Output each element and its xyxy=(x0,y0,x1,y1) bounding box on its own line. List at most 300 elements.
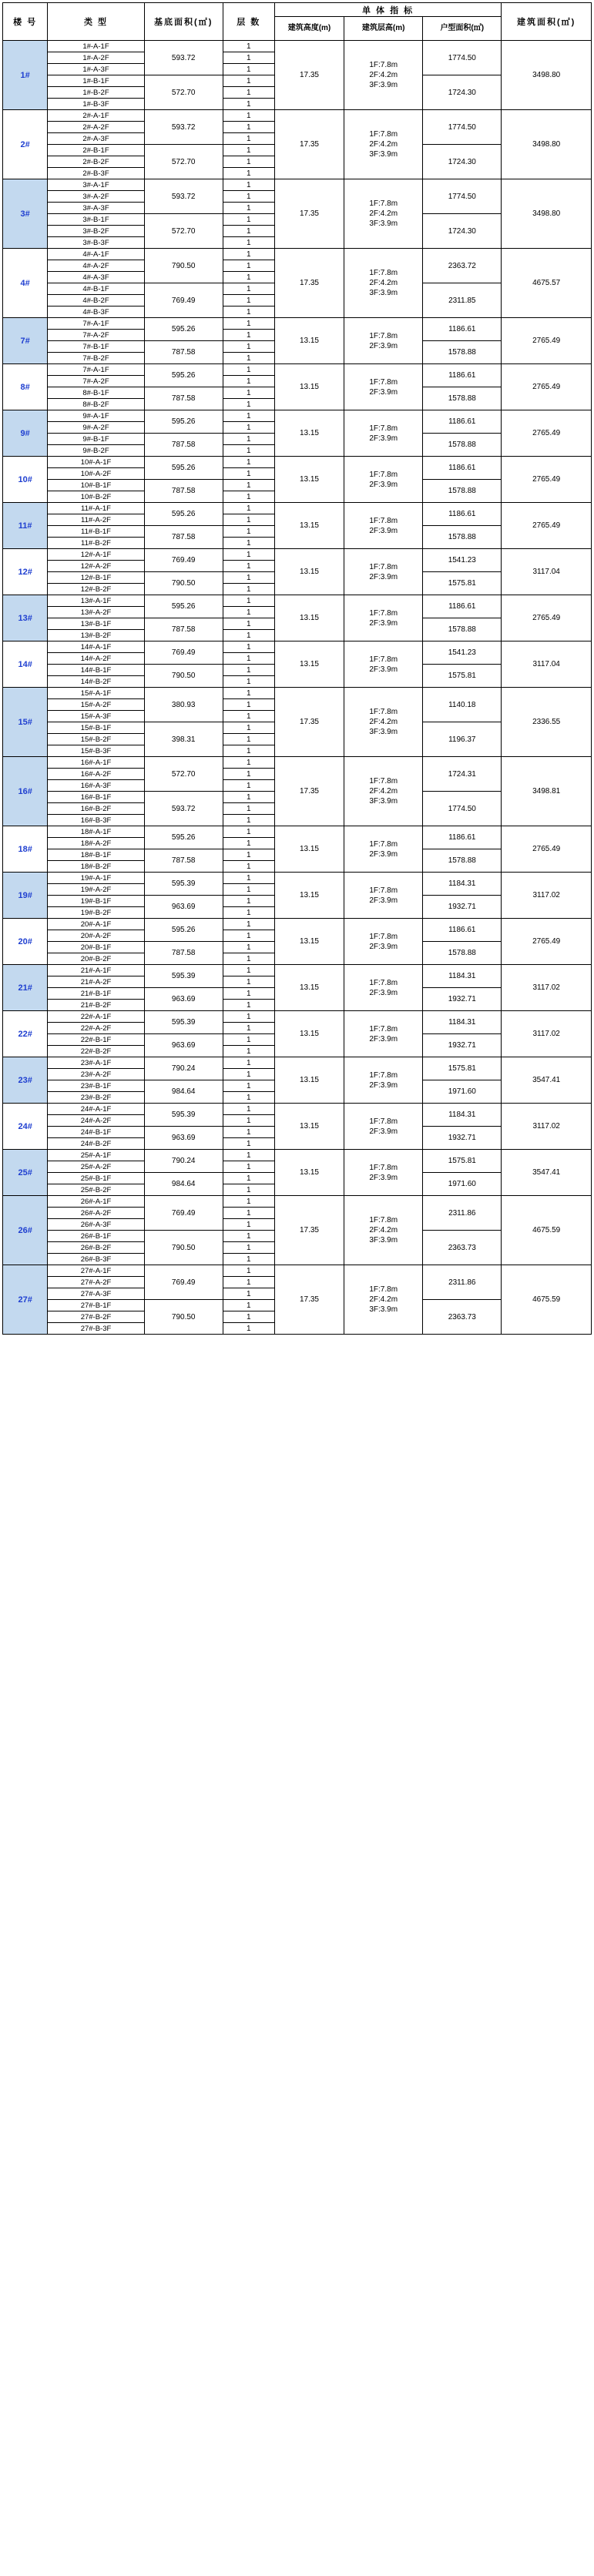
total-area-cell: 4675.59 xyxy=(502,1265,592,1335)
building-no-cell: 4# xyxy=(3,249,48,318)
base-area-cell: 572.70 xyxy=(144,214,223,249)
unit-area-cell: 1578.88 xyxy=(423,526,502,549)
layers-cell: 1 xyxy=(223,52,274,64)
unit-area-cell: 1932.71 xyxy=(423,988,502,1011)
unit-area-cell: 2311.86 xyxy=(423,1265,502,1300)
base-area-cell: 984.64 xyxy=(144,1173,223,1196)
unit-area-cell: 1774.50 xyxy=(423,110,502,145)
building-type-cell: 2#-A-2F xyxy=(48,122,144,133)
base-area-cell: 963.69 xyxy=(144,1127,223,1150)
layers-cell: 1 xyxy=(223,572,274,584)
building-type-cell: 20#-A-2F xyxy=(48,930,144,942)
total-area-cell: 3117.02 xyxy=(502,965,592,1011)
header-building-height: 建筑高度(m) xyxy=(274,17,344,41)
layers-cell: 1 xyxy=(223,75,274,87)
layers-cell: 1 xyxy=(223,145,274,156)
layers-cell: 1 xyxy=(223,341,274,353)
base-area-cell: 595.26 xyxy=(144,364,223,387)
base-area-cell: 595.39 xyxy=(144,1011,223,1034)
unit-area-cell: 1196.37 xyxy=(423,722,502,757)
layers-cell: 1 xyxy=(223,1196,274,1208)
layers-cell: 1 xyxy=(223,1265,274,1277)
base-area-cell: 380.93 xyxy=(144,688,223,722)
building-type-cell: 16#-B-3F xyxy=(48,815,144,826)
layers-cell: 1 xyxy=(223,561,274,572)
building-no-cell: 1# xyxy=(3,41,48,110)
building-no-cell: 11# xyxy=(3,503,48,549)
layers-cell: 1 xyxy=(223,757,274,769)
unit-area-cell: 1186.61 xyxy=(423,826,502,849)
building-type-cell: 1#-A-1F xyxy=(48,41,144,52)
layers-cell: 1 xyxy=(223,1219,274,1231)
base-area-cell: 572.70 xyxy=(144,145,223,179)
building-height-cell: 13.15 xyxy=(274,641,344,688)
building-type-cell: 21#-B-1F xyxy=(48,988,144,1000)
storey-height-cell: 1F:7.8m 2F:3.9m xyxy=(344,919,423,965)
building-type-cell: 25#-A-2F xyxy=(48,1161,144,1173)
layers-cell: 1 xyxy=(223,1000,274,1011)
layers-cell: 1 xyxy=(223,930,274,942)
layers-cell: 1 xyxy=(223,1034,274,1046)
storey-height-cell: 1F:7.8m 2F:4.2m 3F:3.9m xyxy=(344,179,423,249)
total-area-cell: 3498.80 xyxy=(502,179,592,249)
unit-area-cell: 1971.60 xyxy=(423,1173,502,1196)
building-type-cell: 3#-B-3F xyxy=(48,237,144,249)
building-no-cell: 18# xyxy=(3,826,48,873)
building-type-cell: 27#-A-3F xyxy=(48,1288,144,1300)
table-row xyxy=(3,757,592,769)
unit-area-cell: 2363.72 xyxy=(423,249,502,283)
building-type-cell: 13#-B-1F xyxy=(48,618,144,630)
unit-area-cell: 1186.61 xyxy=(423,364,502,387)
storey-height-cell: 1F:7.8m 2F:3.9m xyxy=(344,595,423,641)
building-type-cell: 18#-A-1F xyxy=(48,826,144,838)
building-type-cell: 2#-B-3F xyxy=(48,168,144,179)
building-type-cell: 23#-B-1F xyxy=(48,1080,144,1092)
table-row xyxy=(3,457,592,468)
layers-cell: 1 xyxy=(223,1150,274,1161)
table-row xyxy=(3,249,592,260)
storey-height-cell: 1F:7.8m 2F:4.2m 3F:3.9m xyxy=(344,1196,423,1265)
building-type-cell: 18#-A-2F xyxy=(48,838,144,849)
building-type-cell: 2#-B-1F xyxy=(48,145,144,156)
total-area-cell: 2765.49 xyxy=(502,410,592,457)
building-type-cell: 16#-B-2F xyxy=(48,803,144,815)
building-no-cell: 14# xyxy=(3,641,48,688)
layers-cell: 1 xyxy=(223,307,274,318)
building-no-cell: 2# xyxy=(3,110,48,179)
base-area-cell: 790.24 xyxy=(144,1150,223,1173)
building-type-cell: 16#-A-1F xyxy=(48,757,144,769)
building-type-cell: 26#-A-1F xyxy=(48,1196,144,1208)
layers-cell: 1 xyxy=(223,364,274,376)
building-no-cell: 25# xyxy=(3,1150,48,1196)
layers-cell: 1 xyxy=(223,226,274,237)
building-height-cell: 17.35 xyxy=(274,110,344,179)
building-no-cell: 7# xyxy=(3,318,48,364)
layers-cell: 1 xyxy=(223,1288,274,1300)
base-area-cell: 595.26 xyxy=(144,457,223,480)
layers-cell: 1 xyxy=(223,549,274,561)
unit-area-cell: 1724.31 xyxy=(423,757,502,792)
layers-cell: 1 xyxy=(223,595,274,607)
building-no-cell: 10# xyxy=(3,457,48,503)
base-area-cell: 593.72 xyxy=(144,41,223,75)
table-row xyxy=(3,1011,592,1023)
base-area-cell: 787.58 xyxy=(144,849,223,873)
building-type-cell: 15#-B-2F xyxy=(48,734,144,745)
building-type-cell: 1#-B-3F xyxy=(48,99,144,110)
layers-cell: 1 xyxy=(223,665,274,676)
layers-cell: 1 xyxy=(223,584,274,595)
base-area-cell: 787.58 xyxy=(144,480,223,503)
building-type-cell: 3#-B-2F xyxy=(48,226,144,237)
layers-cell: 1 xyxy=(223,780,274,792)
layers-cell: 1 xyxy=(223,988,274,1000)
building-type-cell: 13#-B-2F xyxy=(48,630,144,641)
layers-cell: 1 xyxy=(223,1057,274,1069)
base-area-cell: 790.50 xyxy=(144,1300,223,1335)
building-type-cell: 24#-A-1F xyxy=(48,1104,144,1115)
building-type-cell: 12#-A-2F xyxy=(48,561,144,572)
layers-cell: 1 xyxy=(223,849,274,861)
layers-cell: 1 xyxy=(223,179,274,191)
layers-cell: 1 xyxy=(223,618,274,630)
building-no-cell: 15# xyxy=(3,688,48,757)
layers-cell: 1 xyxy=(223,168,274,179)
single-building-index-table-page xyxy=(0,2,594,1335)
building-no-cell: 23# xyxy=(3,1057,48,1104)
building-type-cell: 4#-A-3F xyxy=(48,272,144,283)
layers-cell: 1 xyxy=(223,734,274,745)
layers-cell: 1 xyxy=(223,1254,274,1265)
total-area-cell: 2765.49 xyxy=(502,364,592,410)
unit-area-cell: 2311.86 xyxy=(423,1196,502,1231)
layers-cell: 1 xyxy=(223,884,274,896)
layers-cell: 1 xyxy=(223,410,274,422)
layers-cell: 1 xyxy=(223,1300,274,1311)
storey-height-cell: 1F:7.8m 2F:4.2m 3F:3.9m xyxy=(344,110,423,179)
base-area-cell: 963.69 xyxy=(144,1034,223,1057)
building-type-cell: 15#-A-2F xyxy=(48,699,144,711)
unit-area-cell: 1575.81 xyxy=(423,1150,502,1173)
building-type-cell: 27#-A-2F xyxy=(48,1277,144,1288)
building-type-cell: 22#-A-1F xyxy=(48,1011,144,1023)
total-area-cell: 3117.02 xyxy=(502,873,592,919)
base-area-cell: 769.49 xyxy=(144,641,223,665)
building-height-cell: 17.35 xyxy=(274,1196,344,1265)
building-type-cell: 20#-B-2F xyxy=(48,953,144,965)
building-no-cell: 22# xyxy=(3,1011,48,1057)
building-height-cell: 13.15 xyxy=(274,1104,344,1150)
unit-area-cell: 1186.61 xyxy=(423,919,502,942)
building-type-cell: 1#-A-2F xyxy=(48,52,144,64)
building-type-cell: 24#-B-1F xyxy=(48,1127,144,1138)
building-type-cell: 23#-A-1F xyxy=(48,1057,144,1069)
table-row xyxy=(3,110,592,122)
building-height-cell: 13.15 xyxy=(274,826,344,873)
building-type-cell: 7#-A-2F xyxy=(48,330,144,341)
layers-cell: 1 xyxy=(223,965,274,976)
building-type-cell: 20#-A-1F xyxy=(48,919,144,930)
building-type-cell: 25#-B-2F xyxy=(48,1184,144,1196)
building-no-cell: 19# xyxy=(3,873,48,919)
building-height-cell: 13.15 xyxy=(274,965,344,1011)
base-area-cell: 963.69 xyxy=(144,896,223,919)
unit-area-cell: 1184.31 xyxy=(423,965,502,988)
total-area-cell: 2765.49 xyxy=(502,826,592,873)
layers-cell: 1 xyxy=(223,133,274,145)
base-area-cell: 787.58 xyxy=(144,341,223,364)
base-area-cell: 787.58 xyxy=(144,526,223,549)
table-row xyxy=(3,1104,592,1115)
building-type-cell: 10#-A-2F xyxy=(48,468,144,480)
header-total-area: 建筑面积(㎡) xyxy=(502,3,592,41)
layers-cell: 1 xyxy=(223,237,274,249)
layers-cell: 1 xyxy=(223,641,274,653)
layers-cell: 1 xyxy=(223,769,274,780)
building-height-cell: 13.15 xyxy=(274,1011,344,1057)
base-area-cell: 595.26 xyxy=(144,826,223,849)
unit-area-cell: 1774.50 xyxy=(423,179,502,214)
building-type-cell: 26#-A-2F xyxy=(48,1208,144,1219)
header-group-index: 单 体 指 标 xyxy=(274,3,502,17)
base-area-cell: 790.24 xyxy=(144,1057,223,1080)
building-no-cell: 20# xyxy=(3,919,48,965)
base-area-cell: 787.58 xyxy=(144,618,223,641)
layers-cell: 1 xyxy=(223,503,274,514)
building-type-cell: 19#-B-1F xyxy=(48,896,144,907)
layers-cell: 1 xyxy=(223,156,274,168)
single-building-index-table xyxy=(2,2,592,1335)
building-type-cell: 4#-B-2F xyxy=(48,295,144,307)
base-area-cell: 769.49 xyxy=(144,283,223,318)
layers-cell: 1 xyxy=(223,942,274,953)
layers-cell: 1 xyxy=(223,838,274,849)
total-area-cell: 3117.04 xyxy=(502,641,592,688)
total-area-cell: 3117.04 xyxy=(502,549,592,595)
storey-height-cell: 1F:7.8m 2F:3.9m xyxy=(344,1104,423,1150)
building-type-cell: 3#-A-3F xyxy=(48,203,144,214)
building-type-cell: 9#-B-2F xyxy=(48,445,144,457)
building-type-cell: 23#-B-2F xyxy=(48,1092,144,1104)
table-row xyxy=(3,965,592,976)
layers-cell: 1 xyxy=(223,376,274,387)
layers-cell: 1 xyxy=(223,214,274,226)
layers-cell: 1 xyxy=(223,457,274,468)
layers-cell: 1 xyxy=(223,699,274,711)
building-height-cell: 17.35 xyxy=(274,41,344,110)
building-type-cell: 27#-A-1F xyxy=(48,1265,144,1277)
base-area-cell: 595.26 xyxy=(144,595,223,618)
layers-cell: 1 xyxy=(223,1023,274,1034)
building-type-cell: 1#-B-2F xyxy=(48,87,144,99)
storey-height-cell: 1F:7.8m 2F:3.9m xyxy=(344,965,423,1011)
layers-cell: 1 xyxy=(223,330,274,341)
layers-cell: 1 xyxy=(223,1127,274,1138)
building-type-cell: 1#-B-1F xyxy=(48,75,144,87)
layers-cell: 1 xyxy=(223,1138,274,1150)
building-type-cell: 9#-A-1F xyxy=(48,410,144,422)
unit-area-cell: 1186.61 xyxy=(423,595,502,618)
building-type-cell: 8#-B-2F xyxy=(48,399,144,410)
layers-cell: 1 xyxy=(223,445,274,457)
building-height-cell: 13.15 xyxy=(274,873,344,919)
base-area-cell: 595.39 xyxy=(144,873,223,896)
building-type-cell: 3#-B-1F xyxy=(48,214,144,226)
unit-area-cell: 1184.31 xyxy=(423,873,502,896)
building-height-cell: 13.15 xyxy=(274,457,344,503)
storey-height-cell: 1F:7.8m 2F:3.9m xyxy=(344,1011,423,1057)
layers-cell: 1 xyxy=(223,907,274,919)
building-type-cell: 27#-B-1F xyxy=(48,1300,144,1311)
storey-height-cell: 1F:7.8m 2F:3.9m xyxy=(344,549,423,595)
table-row xyxy=(3,1265,592,1277)
total-area-cell: 4675.59 xyxy=(502,1196,592,1265)
building-type-cell: 21#-B-2F xyxy=(48,1000,144,1011)
base-area-cell: 398.31 xyxy=(144,722,223,757)
storey-height-cell: 1F:7.8m 2F:3.9m xyxy=(344,826,423,873)
building-no-cell: 8# xyxy=(3,364,48,410)
unit-area-cell: 1184.31 xyxy=(423,1104,502,1127)
layers-cell: 1 xyxy=(223,434,274,445)
building-no-cell: 21# xyxy=(3,965,48,1011)
layers-cell: 1 xyxy=(223,491,274,503)
total-area-cell: 3547.41 xyxy=(502,1150,592,1196)
building-no-cell: 3# xyxy=(3,179,48,249)
base-area-cell: 572.70 xyxy=(144,75,223,110)
unit-area-cell: 1184.31 xyxy=(423,1011,502,1034)
building-type-cell: 2#-B-2F xyxy=(48,156,144,168)
building-height-cell: 13.15 xyxy=(274,1057,344,1104)
base-area-cell: 593.72 xyxy=(144,792,223,826)
total-area-cell: 3117.02 xyxy=(502,1104,592,1150)
storey-height-cell: 1F:7.8m 2F:3.9m xyxy=(344,1057,423,1104)
storey-height-cell: 1F:7.8m 2F:3.9m xyxy=(344,873,423,919)
layers-cell: 1 xyxy=(223,1104,274,1115)
building-type-cell: 9#-B-1F xyxy=(48,434,144,445)
storey-height-cell: 1F:7.8m 2F:3.9m xyxy=(344,457,423,503)
unit-area-cell: 1932.71 xyxy=(423,1127,502,1150)
building-type-cell: 4#-A-1F xyxy=(48,249,144,260)
base-area-cell: 787.58 xyxy=(144,942,223,965)
layers-cell: 1 xyxy=(223,260,274,272)
table-row xyxy=(3,41,592,52)
layers-cell: 1 xyxy=(223,110,274,122)
layers-cell: 1 xyxy=(223,99,274,110)
layers-cell: 1 xyxy=(223,191,274,203)
unit-area-cell: 1575.81 xyxy=(423,665,502,688)
layers-cell: 1 xyxy=(223,826,274,838)
layers-cell: 1 xyxy=(223,653,274,665)
storey-height-cell: 1F:7.8m 2F:4.2m 3F:3.9m xyxy=(344,688,423,757)
building-height-cell: 13.15 xyxy=(274,364,344,410)
base-area-cell: 595.26 xyxy=(144,410,223,434)
unit-area-cell: 1541.23 xyxy=(423,641,502,665)
unit-area-cell: 1774.50 xyxy=(423,41,502,75)
building-no-cell: 27# xyxy=(3,1265,48,1335)
layers-cell: 1 xyxy=(223,1046,274,1057)
base-area-cell: 595.26 xyxy=(144,318,223,341)
building-type-cell: 24#-A-2F xyxy=(48,1115,144,1127)
building-type-cell: 14#-B-2F xyxy=(48,676,144,688)
building-height-cell: 13.15 xyxy=(274,1150,344,1196)
unit-area-cell: 1541.23 xyxy=(423,549,502,572)
total-area-cell: 2765.49 xyxy=(502,318,592,364)
building-type-cell: 18#-B-1F xyxy=(48,849,144,861)
base-area-cell: 790.50 xyxy=(144,249,223,283)
building-type-cell: 27#-B-3F xyxy=(48,1323,144,1335)
layers-cell: 1 xyxy=(223,526,274,538)
building-type-cell: 12#-A-1F xyxy=(48,549,144,561)
building-type-cell: 4#-A-2F xyxy=(48,260,144,272)
unit-area-cell: 1724.30 xyxy=(423,75,502,110)
unit-area-cell: 1578.88 xyxy=(423,849,502,873)
building-type-cell: 16#-A-3F xyxy=(48,780,144,792)
building-height-cell: 17.35 xyxy=(274,1265,344,1335)
building-type-cell: 26#-B-1F xyxy=(48,1231,144,1242)
table-row xyxy=(3,641,592,653)
table-row xyxy=(3,179,592,191)
base-area-cell: 963.69 xyxy=(144,988,223,1011)
total-area-cell: 2765.49 xyxy=(502,503,592,549)
building-height-cell: 13.15 xyxy=(274,410,344,457)
building-type-cell: 10#-B-1F xyxy=(48,480,144,491)
total-area-cell: 2765.49 xyxy=(502,919,592,965)
layers-cell: 1 xyxy=(223,607,274,618)
layers-cell: 1 xyxy=(223,745,274,757)
building-type-cell: 19#-A-1F xyxy=(48,873,144,884)
header-row-group xyxy=(3,3,592,17)
total-area-cell: 2765.49 xyxy=(502,457,592,503)
unit-area-cell: 1578.88 xyxy=(423,942,502,965)
building-type-cell: 11#-B-1F xyxy=(48,526,144,538)
building-type-cell: 8#-B-1F xyxy=(48,387,144,399)
base-area-cell: 769.49 xyxy=(144,1196,223,1231)
layers-cell: 1 xyxy=(223,1184,274,1196)
building-no-cell: 26# xyxy=(3,1196,48,1265)
base-area-cell: 790.50 xyxy=(144,1231,223,1265)
layers-cell: 1 xyxy=(223,919,274,930)
building-type-cell: 3#-A-1F xyxy=(48,179,144,191)
building-type-cell: 15#-B-3F xyxy=(48,745,144,757)
layers-cell: 1 xyxy=(223,318,274,330)
storey-height-cell: 1F:7.8m 2F:3.9m xyxy=(344,1150,423,1196)
building-type-cell: 21#-A-1F xyxy=(48,965,144,976)
layers-cell: 1 xyxy=(223,468,274,480)
storey-height-cell: 1F:7.8m 2F:3.9m xyxy=(344,641,423,688)
layers-cell: 1 xyxy=(223,711,274,722)
layers-cell: 1 xyxy=(223,1011,274,1023)
base-area-cell: 790.50 xyxy=(144,665,223,688)
unit-area-cell: 1575.81 xyxy=(423,572,502,595)
table-row xyxy=(3,873,592,884)
header-base-area: 基底面积(㎡) xyxy=(144,3,223,41)
header-unit-area: 户型面积(㎡) xyxy=(423,17,502,41)
unit-area-cell: 1578.88 xyxy=(423,618,502,641)
unit-area-cell: 1724.30 xyxy=(423,145,502,179)
building-type-cell: 11#-A-2F xyxy=(48,514,144,526)
layers-cell: 1 xyxy=(223,283,274,295)
building-type-cell: 7#-A-1F xyxy=(48,318,144,330)
building-type-cell: 14#-B-1F xyxy=(48,665,144,676)
header-layers: 层 数 xyxy=(223,3,274,41)
table-row xyxy=(3,410,592,422)
unit-area-cell: 1578.88 xyxy=(423,434,502,457)
storey-height-cell: 1F:7.8m 2F:4.2m 3F:3.9m xyxy=(344,249,423,318)
layers-cell: 1 xyxy=(223,122,274,133)
building-type-cell: 27#-B-2F xyxy=(48,1311,144,1323)
